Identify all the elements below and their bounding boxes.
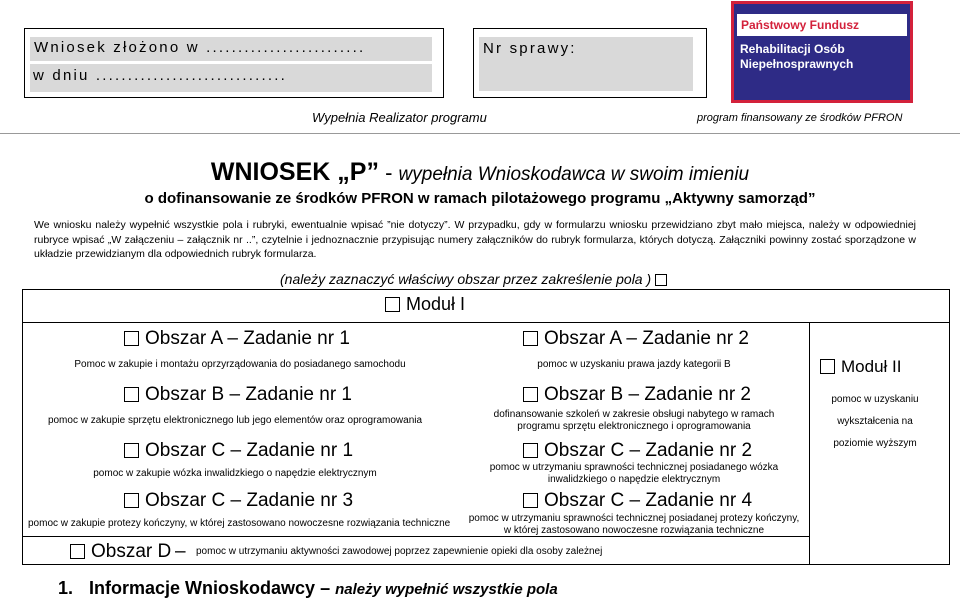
checkbox-icon[interactable]: [523, 493, 538, 508]
area-a2-desc: pomoc w uzyskaniu prawa jazdy kategorii B: [537, 359, 731, 370]
area-a2-label: Obszar A – Zadanie nr 2: [544, 328, 749, 349]
form-title-main: WNIOSEK „P”: [210, 158, 379, 186]
area-a2-option[interactable]: [523, 328, 749, 350]
form-subtitle: o dofinansowanie ze środków PFRON w ramach pilotażowego programu „Aktywny samorząd”: [144, 190, 816, 207]
section1-title: Informacje Wnioskodawcy: [89, 578, 316, 598]
checkbox-icon[interactable]: [385, 297, 400, 312]
table-line-1: [22, 322, 950, 323]
section1-number: 1.: [58, 578, 74, 598]
checkbox-icon[interactable]: [124, 331, 139, 346]
area-c4-desc: pomoc w utrzymaniu sprawności technicznej posiadanej protezy kończyny, w której zastosowano nowoczesne rozwiązania techniczne: [468, 513, 800, 536]
area-d-dash: –: [175, 541, 186, 562]
checkbox-icon[interactable]: [70, 544, 85, 559]
example-checkbox-icon: [655, 274, 667, 286]
select-note: [280, 271, 651, 287]
area-c4-option[interactable]: [523, 490, 752, 512]
area-d-desc: pomoc w utrzymaniu aktywności zawodowej poprzez zapewnienie opieki dla osoby zależnej: [196, 546, 603, 557]
module2-label: Moduł II: [841, 357, 902, 376]
checkbox-icon[interactable]: [523, 387, 538, 402]
logo-line2: Rehabilitacji Osób: [740, 42, 845, 56]
form-title-sub: wypełnia Wnioskodawca w swoim imieniu: [398, 164, 750, 185]
section1-dash: –: [315, 578, 336, 598]
area-c3-label: Obszar C – Zadanie nr 3: [145, 490, 354, 511]
form-title-dash: -: [378, 160, 399, 185]
logo-line1: Państwowy Fundusz: [737, 14, 907, 36]
area-c4-label: Obszar C – Zadanie nr 4: [544, 490, 753, 511]
module1-label: Moduł I: [406, 294, 466, 314]
area-c1-option[interactable]: [124, 440, 353, 462]
date-label: w dniu ..............................: [33, 67, 287, 84]
checkbox-icon[interactable]: [523, 443, 538, 458]
checkbox-icon[interactable]: [124, 387, 139, 402]
area-c2-desc: pomoc w utrzymaniu sprawności technicznej posiadanego wózka inwalidzkiego o napędzie elektrycznym: [489, 462, 779, 485]
section1-heading: [58, 578, 558, 599]
area-b1-label: Obszar B – Zadanie nr 1: [145, 384, 352, 405]
checkbox-icon[interactable]: [820, 359, 835, 374]
realizator-note: Wypełnia Realizator programu: [312, 110, 487, 125]
area-c2-label: Obszar C – Zadanie nr 2: [544, 440, 753, 461]
financed-note: program finansowany ze środków PFRON: [697, 112, 903, 124]
instructions-text: We wniosku należy wypełnić wszystkie pola i rubryki, ewentualnie wpisać ”nie dotyczy”. W przypadku, gdy w formularzu wniosku przewidziano zbyt mało miejsca, należy w odpowiedniej rubryce wpisać „W załączeniu – załącznik nr ..”, czytelnie i jednoznacznie przypisując numery załączników do rubryk formularza, których dotyczą. Załączniki powinny zostać sporządzone w układzie przewidzianym dla odpowiednich rubryk formularza.: [34, 219, 916, 260]
pfron-logo: [731, 1, 913, 103]
module2-option[interactable]: [820, 357, 901, 377]
area-b2-option[interactable]: [523, 384, 751, 406]
area-c3-desc: pomoc w zakupie protezy kończyny, w której zastosowano nowoczesne rozwiązania techniczne: [28, 518, 451, 529]
module2-desc2: wykształcenia na: [837, 416, 913, 427]
module2-desc3: poziomie wyższym: [833, 438, 917, 449]
select-note-text: (należy zaznaczyć właściwy obszar przez zakreślenie pola ): [280, 271, 652, 287]
area-a1-desc: Pomoc w zakupie i montażu oprzyrządowania do posiadanego samochodu: [74, 359, 406, 370]
area-c2-option[interactable]: [523, 440, 752, 462]
module1-option[interactable]: [385, 294, 465, 315]
header-divider: [0, 133, 960, 134]
area-a1-label: Obszar A – Zadanie nr 1: [145, 328, 350, 349]
logo-line3: Niepełnosprawnych: [740, 57, 854, 71]
area-b1-option[interactable]: [124, 384, 352, 406]
checkbox-icon[interactable]: [523, 331, 538, 346]
area-c3-option[interactable]: [124, 490, 353, 512]
area-a1-option[interactable]: [124, 328, 350, 350]
case-number-label: Nr sprawy:: [483, 40, 577, 57]
submitted-label: Wniosek złożono w .........................: [34, 39, 366, 56]
checkbox-icon[interactable]: [124, 443, 139, 458]
area-b2-desc: dofinansowanie szkoleń w zakresie obsługi nabytego w ramach programu sprzętu elektronicznego i oprogramowania: [493, 409, 775, 432]
area-c1-label: Obszar C – Zadanie nr 1: [145, 440, 354, 461]
area-d-label: Obszar D: [91, 541, 172, 562]
area-c1-desc: pomoc w zakupie wózka inwalidzkiego o napędzie elektrycznym: [93, 468, 377, 479]
module2-desc1: pomoc w uzyskaniu: [831, 394, 919, 405]
form-title: [0, 158, 960, 187]
area-d-option[interactable]: [70, 541, 171, 563]
section1-note: należy wypełnić wszystkie pola: [335, 581, 558, 598]
area-b1-desc: pomoc w zakupie sprzętu elektronicznego lub jego elementów oraz oprogramowania: [47, 415, 423, 426]
checkbox-icon[interactable]: [124, 493, 139, 508]
area-b2-label: Obszar B – Zadanie nr 2: [544, 384, 751, 405]
